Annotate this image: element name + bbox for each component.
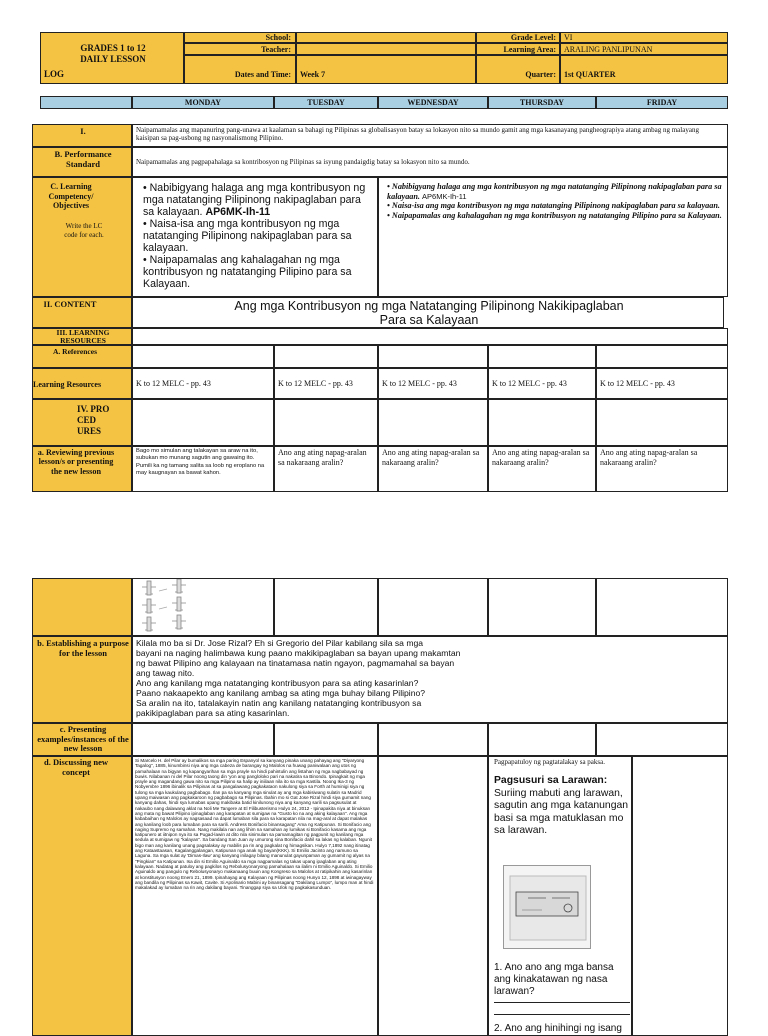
procedures-fri: [596, 399, 728, 446]
day-thursday: THURSDAY: [488, 96, 596, 109]
examples-thu: [488, 723, 596, 756]
references-wed: [378, 345, 488, 368]
stamp-photo-icon: [504, 866, 592, 950]
content-standard-cell: [132, 124, 728, 147]
perf-standard-cell: [132, 147, 728, 177]
review-label: a. Reviewing previous lesson/s or presenting the new lesson: [37, 448, 115, 476]
resources-label-cell: [32, 328, 132, 345]
airplane-thu: [488, 578, 596, 636]
airplane-label-cell: [32, 578, 132, 636]
title-line2: DAILY LESSON: [80, 54, 146, 64]
quarter-field[interactable]: [560, 55, 728, 84]
references-label-cell: [32, 345, 132, 368]
lr-fri: K to 12 MELC - pp. 43: [596, 368, 728, 399]
lc-left-item-3: • Naipapamalas ang kahalagahan ng mga kontribusyon ng natatanging Pilipino para sa Kalayaan.: [143, 254, 352, 290]
lr-tue: K to 12 MELC - pp. 43: [274, 368, 378, 399]
procedures-mon: [132, 399, 274, 446]
airplane-tue: [274, 578, 378, 636]
grade-field[interactable]: [560, 32, 728, 43]
airplane-images: [137, 579, 217, 635]
title-line1: GRADES 1 to 12: [80, 43, 146, 53]
purpose-cell: [132, 636, 728, 723]
grade-value: VI: [564, 33, 573, 42]
school-field[interactable]: [296, 32, 476, 43]
references-tue: [274, 345, 378, 368]
grade-label: Grade Level:: [510, 33, 556, 42]
procedures-label-line2: CED: [77, 415, 97, 425]
purpose-line-1: Kilala mo ba si Dr. Jose Rizal? Eh si Gregorio del Pilar kabilang sila sa mga: [136, 638, 424, 648]
references-label: A. References: [53, 347, 98, 356]
discussing-wed: [378, 756, 488, 1036]
answer-line-1: [494, 1001, 630, 1003]
examples-tue: [274, 723, 378, 756]
content-title-line2: Para sa Kalayaan: [379, 313, 479, 327]
perf-standard-text: Naipamamalas ang pagpapahalaga sa kontribosyon ng Pilipinas sa isyung pandaigdig batay sa lokasyon nito sa mundo.: [136, 158, 470, 166]
lr-wed: K to 12 MELC - pp. 43: [378, 368, 488, 399]
school-label-cell: [184, 32, 296, 43]
lr-mon: K to 12 MELC - pp. 43: [132, 368, 274, 399]
discussing-fri: [632, 756, 728, 1036]
procedures-thu: [488, 399, 596, 446]
purpose-line-2: bayani na naging halimbawa kung paano makikipaglaban sa bayan upang makamtan: [136, 648, 461, 658]
lc-left-cell: [132, 177, 378, 297]
discussing-label: d. Discussing new concept: [43, 757, 108, 777]
examples-mon: [132, 723, 274, 756]
purpose-line-4: ang tawag nito.: [136, 668, 195, 678]
area-label-cell: [476, 43, 560, 55]
purpose-label: b. Establishing a purpose for the lesson: [37, 638, 129, 658]
airplane-wed: [378, 578, 488, 636]
procedures-wed: [378, 399, 488, 446]
discussing-thu-intro: Pagpapatuloy ng pagtatalakay sa paksa.: [494, 758, 605, 766]
content-title-cell: [132, 297, 724, 328]
dates-label: Dates and Time:: [234, 70, 291, 79]
day-wednesday: WEDNESDAY: [378, 96, 488, 109]
quarter-label: Quarter:: [525, 70, 556, 79]
perf-label: B. Performance Standard: [54, 149, 112, 169]
references-fri: [596, 345, 728, 368]
school-label: School:: [265, 33, 291, 42]
dates-field[interactable]: [296, 55, 476, 84]
resources-label-line1: III. LEARNING: [56, 328, 110, 337]
lr-thu: K to 12 MELC - pp. 43: [488, 368, 596, 399]
airplane-fri: [596, 578, 728, 636]
area-field[interactable]: [560, 43, 728, 55]
teacher-label-cell: [184, 43, 296, 55]
lc-left-item-2: • Naisa-isa ang mga kontribusyon ng mga natatanging Pilipinong nakipaglaban para sa kalayaan.: [143, 218, 352, 254]
objectives-label: I.: [80, 126, 86, 136]
purpose-line-6: Paano nakaapekto ang kanilang ambag sa ating mga buhay bilang Pilipino?: [136, 688, 426, 698]
answer-line-2: [494, 1013, 630, 1015]
purpose-line-5: Ano ang kanilang mga natatanging kontribusyon para sa ating kasarinlan?: [136, 678, 419, 688]
lr-label-cell: [32, 368, 132, 399]
days-row-spacer: [40, 96, 132, 109]
header-title-cell: [40, 32, 184, 84]
examples-fri: [596, 723, 728, 756]
grade-label-cell: [476, 32, 560, 43]
resources-label-line2: RESOURCES: [60, 336, 106, 345]
discussing-monday-text: Si Marcelo H. del Pilar ay bumalikos sa mga paring Espanyol sa kanyang pinaka unang pahayag ang "Diyaryong Tagalog", 1885, kinumbinsi niya ang mga cabeza de barangay ng Malolos na huwag paniwalaan ang utos ng pamahalaan na bigyan ng kapangyarihan sa mga prayle na hindi pahintulin ang listahan ng mga nagbabayad ng buwis. Nilabanan ni del Pilar noong taong din 'yon ang pangloloko pari na nakatira sa Binondo. Ipinagkait ng mga prayle ang magandang gawa nito sa mga Pilipino sa halip ay iniilaan nila ito sa mga Kastila. Noong Ika-3 ng Nobyembre 1896 ibinalik sa Pilipinas at sa pangalawang pagkakataon nakulong siya sa Forth at huminigi siya ng tulong sa mga kaukulang pagbabago. Ilan pa sa kanyang mga sinulat ay ang mga kabisiwang sulatin sa Madrid upang maiwasan ang pagkakaroon ng pagbabago sa Pilipinas. Ibahin mo si Gat Jose Rizal hindi siya gumamit nang kanyang dahas, hindi sya lumabas upang makibaka batid kinilunong niya ang kanyang sarili sa pagsusulat at nakaubo nang dalawang aklat na Noli Me Tangere at El Filibusterismo Hulyo 24, 2012 - Ipinapakita niya at binuksan ang mata ng bawat Pilipino ipinaglaban ang karapatan at sumigaw na "Gusto ko na ang aking kalayaan". Ang mga kababaihan ng Malolos ay nagsasaad na dapat lumaban sila para sa karapatan nila na mag-aral at dapat malakas ang kanilang loob para lumaban para sa sarili. Andress Bonifacio binansagang" Ama ng Katipunan. Si Bonifacio ang naging Supremo ng samahan. Nang makilala nan ang lihim na samahan ay lumikas si Bonifacio kasama ang mga katipunero at iitnipon nya ito sa Pugad-lawin at dito nila sinimulan sa pamamagitan ng pagpunit ng kanilang mga sedula at sumigaw ng "kalayan". Sa bandang San Juan ay umurong sina Bonifacio dahil sa lakas ng kalaban. Ngunit bigo man ang kanilang unang pagsalakay ay mabilis pa rin ang pagkalat ng himagsikan. Hulyo 7,1892 nang itinatag ang Kataastaasan, Kagalanggalangan, Katipunan nga anak ng bayan(KKK). Si Emilio Jacinto ang namuno sa Laguna. Sa mga sulat ay 'Dimas-Ilaw' ang kanyang inilagay bilang manunulat gayunpaman ay gumamit ng alyas na "Pingkian" sa Katipunan. Isa din si Emilio Aguinaldo sa mga nagpamalas ng takas upang ipaglaban ang ating kalayaan. Nadatag at patuloy ang pagkilos ng Rebolusyonaryong pamahalaan sa ilalim ni Emilio Aguinaldo. Si Emilio Aguinaldo ang pangulo ng Rebolusyonaryo makanaang buuin ang Kongreso sa Malolos at ratipikahin ang kasarinlan at konstitusyon noong Enero 21, 1899. Ipinahayag ang Kalayaan ng Pilipinas noong Hunyo 12, 1898 at iwinagayway ang bandila ng Pilipinas sa Kawit, Cavite. Si Apolinario Mabini ay binansagang "Dakilang Lumpo", lumpo man at hindi makalakad ay lumaban na rin ang dakilang bayani. Tinanggap siya sa Ulok ng pagkakasunduan.: [135, 758, 374, 891]
discussing-thu-q2: 2. Ano ang hinihingi ng isang: [494, 1023, 622, 1034]
title-line3: LOG: [44, 69, 65, 79]
teacher-label: Teacher:: [261, 45, 291, 54]
procedures-label-cell: [32, 399, 132, 446]
teacher-field[interactable]: [296, 43, 476, 55]
review-tue: Ano ang ating napag-aralan sa nakaraang aralin?: [274, 446, 378, 492]
area-label: Learning Area:: [503, 45, 556, 54]
day-friday: FRIDAY: [596, 96, 728, 109]
content-label: II. CONTENT: [43, 299, 97, 309]
lc-note: Write the LC code for each.: [64, 222, 104, 239]
dates-label-cell: [184, 55, 296, 84]
dates-value: Week 7: [300, 70, 326, 79]
purpose-line-8: pakikipaglaban para sa ating kasarinlan.: [136, 708, 290, 718]
examples-label: c. Presenting examples/instances of the new lesson: [37, 724, 129, 753]
discussing-mon: [132, 756, 378, 1036]
discussing-thu-q1: 1. Ano ano ang mga bansa ang kinakatawan ng nasa larawan?: [494, 962, 614, 997]
lc-left-code: AP6MK-Ih-11: [205, 206, 271, 218]
review-wed: Ano ang ating napag-aralan sa nakaraang aralin?: [378, 446, 488, 492]
examples-label-cell: [32, 723, 132, 756]
area-value: ARALING PANLIPUNAN: [564, 45, 653, 54]
lc-label-cell: [32, 177, 132, 297]
examples-wed: [378, 723, 488, 756]
stamp-picture: [503, 865, 591, 949]
perf-label-cell: [32, 147, 132, 177]
lc-right-item-2: • Naisa-isa ang mga kontribusyon ng mga natatanging Pilipinong nakipaglaban para sa kalayaan.: [387, 201, 720, 211]
lc-right-cell: [378, 177, 728, 297]
review-fri: Ano ang ating napag-aralan sa nakaraang aralin?: [596, 446, 728, 492]
content-label-cell: [32, 297, 132, 328]
resources-empty: [132, 328, 728, 345]
objectives-label-cell: [32, 124, 132, 147]
discussing-thu: [488, 756, 632, 1036]
discussing-thu-body: Suriing mabuti ang larawan, sagutin ang mga katanungan basi sa mga matuklasan mo sa larawan.: [494, 787, 629, 836]
content-standard-text: Naipamamalas ang mapanuring pang-unawa at kaalaman sa bahagi ng Pilipinas sa globalisasyon batay sa lokasyon nito sa mundo gamit ang mga kasanayang pangheograpiya atang ambag ng malayang kaisipan sa pag-usbong ng nasyonalismong Pilipino.: [136, 126, 699, 142]
lc-label: C. Learning Competency/ Objectives: [48, 182, 94, 210]
procedures-tue: [274, 399, 378, 446]
purpose-line-3: ng bawat Pilipino ang kalayaan na tinatamasa natin ngayon, pagmamahal sa bayan: [136, 658, 455, 668]
lc-right-code: AP6MK-Ih-11: [422, 191, 467, 201]
references-thu: [488, 345, 596, 368]
purpose-label-cell: [32, 636, 132, 723]
procedures-label-line3: URES: [77, 426, 102, 436]
day-monday: MONDAY: [132, 96, 274, 109]
procedures-label-line1: IV. PRO: [77, 404, 110, 414]
purpose-line-7: Sa aralin na ito, tatalakayin natin ang kanilang natatanging kontribusyon sa: [136, 698, 422, 708]
review-mon: Bago mo simulan ang talakayan sa araw na ito, subukan mo munang sagutin ang gawaing ito. Pumili ka ng tamang salita sa loob ng eroplano na may kaugnayan sa bawat kahon.: [132, 446, 274, 492]
content-title-line1: Ang mga Kontribusyon ng mga Natatanging Pilipinong Nakikipaglaban: [234, 299, 624, 313]
quarter-value: 1st QUARTER: [564, 70, 616, 79]
review-thu: Ano ang ating napag-aralan sa nakaraang aralin?: [488, 446, 596, 492]
quarter-label-cell: [476, 55, 560, 84]
lc-left-item-1: • Nabibigyang halaga ang mga kontribusyon ng mga natatanging Pilipinong nakipaglaban para sa kalayaan.: [143, 182, 366, 218]
lr-label: Learning Resources: [33, 380, 102, 389]
review-label-cell: [32, 446, 132, 492]
lc-right-item-1: • Nabibigyang halaga ang mga kontribusyon ng mga natatanging Pilipinong nakipaglaban para sa kalayaan.: [387, 182, 722, 201]
day-tuesday: TUESDAY: [274, 96, 378, 109]
lc-right-item-3: • Naipapamalas ang kahalagahan ng mga kontribusyon ng natatanging Pilipino para sa Kalayaan.: [387, 210, 722, 220]
airplane-cell: [132, 578, 274, 636]
discussing-thu-heading: Pagsusuri sa Larawan:: [494, 775, 608, 786]
discussing-label-cell: [32, 756, 132, 1036]
references-mon: [132, 345, 274, 368]
